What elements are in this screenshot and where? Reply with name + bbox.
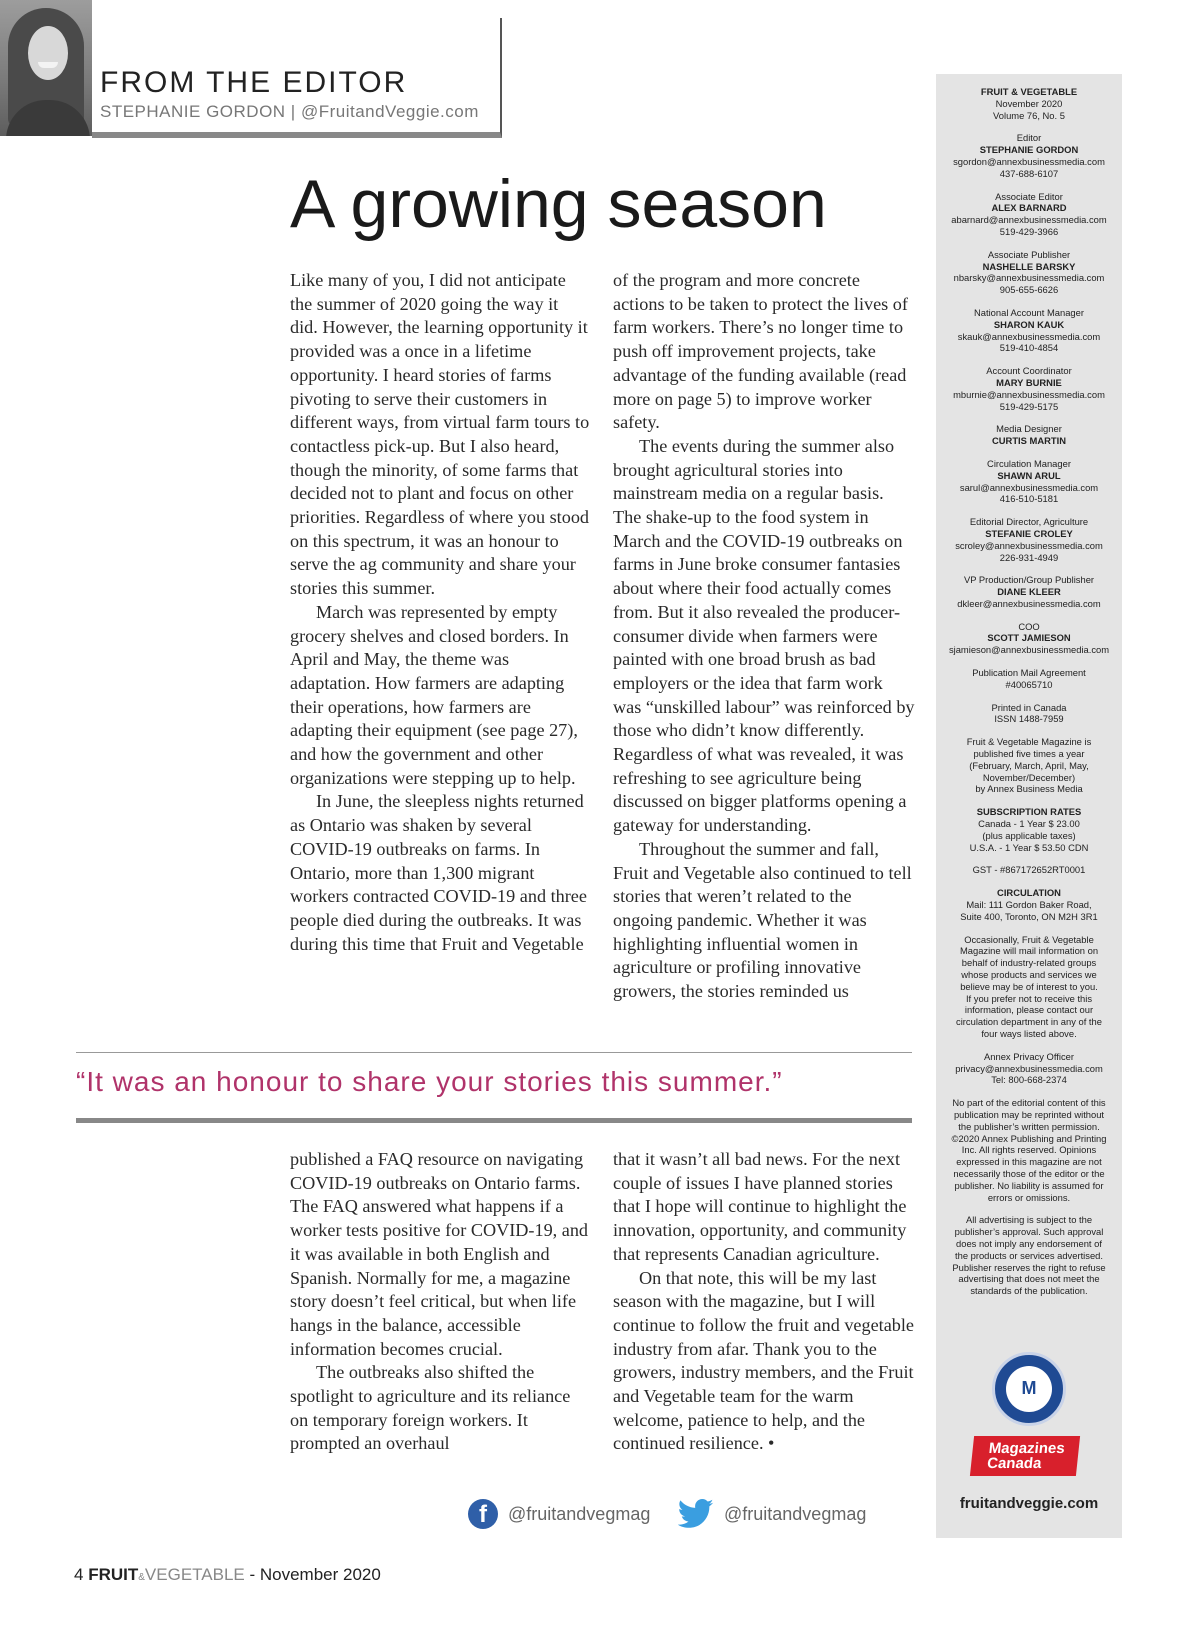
masthead-line: Publisher reserves the right to refuse (952, 1261, 1106, 1273)
masthead-line: CIRCULATION (997, 887, 1061, 899)
masthead-line: does not imply any endorsement of (956, 1237, 1102, 1249)
masthead-line: published five times a year (973, 748, 1085, 760)
paragraph: of the program and more concrete actions to be taken to protect the lives of farm workers. There’s no longer time to push off improvement projects, take advantage of the funding available (read more on page 5) to improve worker safety. (613, 270, 908, 433)
masthead-line: Volume 76, No. 5 (993, 109, 1065, 121)
masthead-line: privacy@annexbusinessmedia.com (955, 1062, 1103, 1074)
masthead-line: publisher. No liability is assumed for (954, 1179, 1104, 1191)
masthead-sidebar (936, 74, 1122, 1538)
masthead-blocks (936, 86, 1122, 1297)
twitter-link[interactable] (678, 1497, 866, 1531)
section-title: FROM THE EDITOR (100, 66, 408, 99)
facebook-link[interactable] (468, 1497, 650, 1531)
masthead-line: MARY BURNIE (996, 376, 1062, 388)
masthead-line: dkleer@annexbusinessmedia.com (957, 597, 1101, 609)
masthead-line: Printed in Canada (991, 701, 1067, 713)
masthead-line: National Account Manager (974, 306, 1084, 318)
masthead-line: publication may be reprinted without (953, 1108, 1105, 1120)
headline: A growing season (290, 166, 827, 242)
masthead-line: ©2020 Annex Publishing and Printing (951, 1132, 1107, 1144)
masthead-block (936, 574, 1122, 609)
masthead-block (936, 667, 1122, 691)
masthead-block (936, 887, 1122, 922)
editor-byline: STEPHANIE GORDON | @FruitandVeggie.com (100, 102, 479, 121)
masthead-line: the products or services advertised. (955, 1249, 1103, 1261)
page-footer (74, 1565, 381, 1585)
paragraph: that it wasn’t all bad news. For the next couple of issues I have planned stories that I hope will continue to highlight the innovation, opportunity, and community that represents Canadian agriculture. (613, 1149, 907, 1264)
masthead-line: GST - #867172652RT0001 (972, 864, 1086, 876)
website-link[interactable]: fruitandveggie.com (959, 1495, 1099, 1512)
masthead-line: 226-931-4949 (999, 551, 1059, 563)
masthead-line: CURTIS MARTIN (992, 435, 1066, 447)
masthead-block (936, 191, 1122, 238)
pullquote-rule-bottom (76, 1118, 912, 1123)
masthead-line: NASHELLE BARSKY (982, 260, 1076, 272)
masthead-line: sgordon@annexbusinessmedia.com (953, 155, 1105, 167)
masthead-line: Suite 400, Toronto, ON M2H 3R1 (960, 910, 1098, 922)
masthead-line: Associate Editor (995, 190, 1063, 202)
masthead-line: Canada - 1 Year $ 23.00 (978, 818, 1080, 830)
masthead-block (936, 864, 1122, 876)
masthead-block (936, 1214, 1122, 1297)
masthead-line: ISSN 1488-7959 (994, 713, 1064, 725)
masthead-line: Associate Publisher (987, 248, 1071, 260)
masthead-line: mburnie@annexbusinessmedia.com (953, 388, 1105, 400)
masthead-block (936, 423, 1122, 447)
page-number: 4 (74, 1565, 84, 1584)
masthead-line: Editorial Director, Agriculture (969, 516, 1089, 528)
article-column-4 (613, 1148, 915, 1456)
masthead-line: SUBSCRIPTION RATES (976, 806, 1082, 818)
masthead-line: Mail: 111 Gordon Baker Road, (966, 899, 1092, 911)
masthead-block (936, 1051, 1122, 1086)
masthead-line: Inc. All rights reserved. Opinions (961, 1144, 1097, 1156)
masthead-block (936, 702, 1122, 726)
logo-line-2: Canada (986, 1455, 1043, 1472)
masthead-line: nbarsky@annexbusinessmedia.com (953, 272, 1105, 284)
masthead-line: 519-429-5175 (999, 400, 1059, 412)
paragraph: On that note, this will be my last season with the magazine, but I will continue to follow the fruit and vegetable industry from afar. Thank you to the growers, industry members, and the Fruit and Vegetable team for the warm welcome, patience to help, and the continued resilience. • (613, 1267, 915, 1454)
twitter-handle: @fruitandvegmag (724, 1503, 867, 1524)
masthead-block (936, 307, 1122, 354)
article-column-1 (290, 269, 590, 956)
masthead-line: necessarily those of the editor or the (953, 1167, 1105, 1179)
masthead-block (936, 621, 1122, 656)
footer-brand-fruit: FRUIT (88, 1565, 139, 1584)
facebook-handle: @fruitandvegmag (508, 1503, 651, 1524)
masthead-line: abarnard@annexbusinessmedia.com (951, 214, 1107, 226)
paragraph: The outbreaks also shifted the spotlight to agriculture and its reliance on temporary foreign workers. It prompted an overhaul (290, 1362, 571, 1454)
paragraph: Like many of you, I did not anticipate the summer of 2020 going the way it did. However, the learning opportunity it provided was a once in a lifetime opportunity. I heard stories of farms pivoting to serve their customers in different ways, from virtual farm tours to contactless pick-up. But I also heard, though the minority, of some farms that decided not to plant and focus on other priorities. Regardless of where you stood on this spectrum, it was an honour to serve the ag community and share your stories this summer. (290, 270, 590, 599)
masthead-line: (February, March, April, May, (969, 759, 1089, 771)
paragraph: The events during the summer also brought agricultural stories into mainstream media on a regular basis. The shake-up to the food system in March and the COVID-19 outbreaks on farms in June broke consumer fantasies about where their food actually comes from. But it also revealed the producer-consumer divide when farmers were painted with one broad brush as bad employers or the idea that farm work was “unskilled labour” was reinforced by those who didn’t know differently. Regardless of what was revealed, it was refreshing to see agriculture being discussed on bigger platforms opening a gateway for understanding. (613, 435, 915, 836)
masthead-line: 519-410-4854 (999, 342, 1059, 354)
masthead-line: 905-655-6626 (999, 284, 1059, 296)
masthead-line: #40065710 (1005, 678, 1053, 690)
masthead-line: STEFANIE CROLEY (985, 527, 1073, 539)
masthead-line: U.S.A. - 1 Year $ 53.50 CDN (969, 841, 1089, 853)
masthead-line: Magazine will mail information on (959, 945, 1099, 957)
footer-brand-amp: & (138, 1572, 145, 1583)
masthead-line: SHAWN ARUL (997, 469, 1061, 481)
masthead-line: 519-429-3966 (999, 225, 1059, 237)
masthead-line: VP Production/Group Publisher (963, 574, 1095, 586)
masthead-line: (plus applicable taxes) (982, 829, 1076, 841)
masthead-block (936, 516, 1122, 563)
masthead-line: four ways listed above. (981, 1028, 1077, 1039)
masthead-block (936, 132, 1122, 179)
masthead-block (936, 934, 1122, 1040)
masthead-line: behalf of industry-related groups (961, 957, 1097, 969)
masthead-line: skauk@annexbusinessmedia.com (957, 330, 1101, 342)
masthead-line: Tel: 800-668-2374 (991, 1074, 1067, 1086)
logo-line-1: Magazines (987, 1440, 1066, 1457)
masthead-line: information, please contact our (964, 1004, 1094, 1016)
pullquote-rule-top (76, 1052, 912, 1053)
masthead-line: Fruit & Vegetable Magazine is (966, 736, 1092, 748)
masthead-line: SCOTT JAMIESON (987, 632, 1071, 644)
cpc-seal-icon: M (992, 1352, 1066, 1426)
masthead-line: the publisher’s written permission. (958, 1120, 1100, 1132)
masthead-line: Occasionally, Fruit & Vegetable (964, 933, 1094, 945)
paragraph: published a FAQ resource on navigating COVID-19 outbreaks on Ontario farms. The FAQ answered what happens if a worker tests positive for COVID-19, and it was available in both English and Spanish. Normally for me, a magazine story doesn’t feel critical, but when life hangs in the balance, accessible information becomes crucial. (290, 1149, 589, 1359)
masthead-line: DIANE KLEER (997, 586, 1061, 598)
masthead-line: All advertising is subject to the (965, 1214, 1093, 1226)
masthead-line: circulation department in any of the (956, 1016, 1102, 1028)
masthead-line: Publication Mail Agreement (972, 667, 1086, 679)
masthead-line: sjamieson@annexbusinessmedia.com (948, 644, 1110, 656)
masthead-block (936, 458, 1122, 505)
article-column-3 (290, 1148, 590, 1456)
masthead-block (936, 736, 1122, 795)
editor-photo (0, 0, 92, 136)
masthead-line: SHARON KAUK (993, 318, 1065, 330)
facebook-icon: f (468, 1499, 498, 1529)
masthead-line: ALEX BARNARD (991, 202, 1067, 214)
masthead-line: publisher’s approval. Such approval (954, 1226, 1104, 1238)
masthead-line: sarul@annexbusinessmedia.com (959, 481, 1099, 493)
masthead-line: standards of the publication. (970, 1285, 1088, 1297)
footer-brand-vegetable: VEGETABLE (144, 1565, 245, 1584)
masthead-line: If you prefer not to receive this (965, 992, 1093, 1004)
masthead-line: STEPHANIE GORDON (979, 144, 1079, 156)
masthead-line: 416-510-5181 (999, 493, 1059, 505)
masthead-line: expressed in this magazine are not (956, 1156, 1102, 1168)
masthead-line: November/December) (982, 771, 1076, 783)
pull-quote: “It was an honour to share your stories this summer.” (76, 1066, 783, 1097)
masthead-block (936, 806, 1122, 853)
masthead-block (936, 1097, 1122, 1203)
masthead-line: Circulation Manager (987, 457, 1071, 469)
masthead-block (936, 249, 1122, 296)
masthead-line: believe may be of interest to you. (960, 980, 1098, 992)
article-column-2 (613, 269, 915, 1004)
masthead-line: FRUIT & VEGETABLE (980, 86, 1078, 97)
paragraph: Throughout the summer and fall, Fruit and Vegetable also continued to tell stories that weren’t related to the ongoing pandemic. Whether it was highlighting influential women in agriculture or profiling innovative growers, the stories reminded us (613, 838, 912, 1002)
masthead-line: by Annex Business Media (975, 783, 1083, 795)
masthead-line: No part of the editorial content of this (952, 1097, 1106, 1109)
masthead-line: scroley@annexbusinessmedia.com (955, 539, 1103, 551)
masthead-line: November 2020 (995, 97, 1063, 109)
masthead-line: advertising that does not meet the (958, 1273, 1100, 1285)
masthead-line: errors or omissions. (987, 1191, 1071, 1203)
masthead-line: Editor (1016, 132, 1042, 144)
masthead-block (936, 86, 1122, 121)
masthead-line: Account Coordinator (986, 365, 1072, 377)
twitter-icon (678, 1499, 714, 1529)
magazines-canada-logo (970, 1436, 1080, 1476)
paragraph: March was represented by empty grocery shelves and closed borders. In April and May, the theme was adaptation. How farmers are adapting their operations, how farmers are adapting their equipment (see page 27), and how the government and other organizations were stepping up to help. (290, 601, 578, 788)
masthead-line: COO (1018, 620, 1040, 632)
masthead-line: 437-688-6107 (999, 167, 1059, 179)
footer-date: - November 2020 (244, 1565, 381, 1584)
masthead-line: Media Designer (996, 423, 1062, 435)
masthead-line: Annex Privacy Officer (984, 1050, 1074, 1062)
masthead-block (936, 365, 1122, 412)
paragraph: In June, the sleepless nights returned as Ontario was shaken by several COVID-19 outbreaks on farms. In Ontario, more than 1,300 migrant workers contracted COVID-19 and three people died during the outbreaks. It was during this time that Fruit and Vegetable (290, 791, 587, 954)
masthead-line: whose products and services we (961, 969, 1097, 981)
